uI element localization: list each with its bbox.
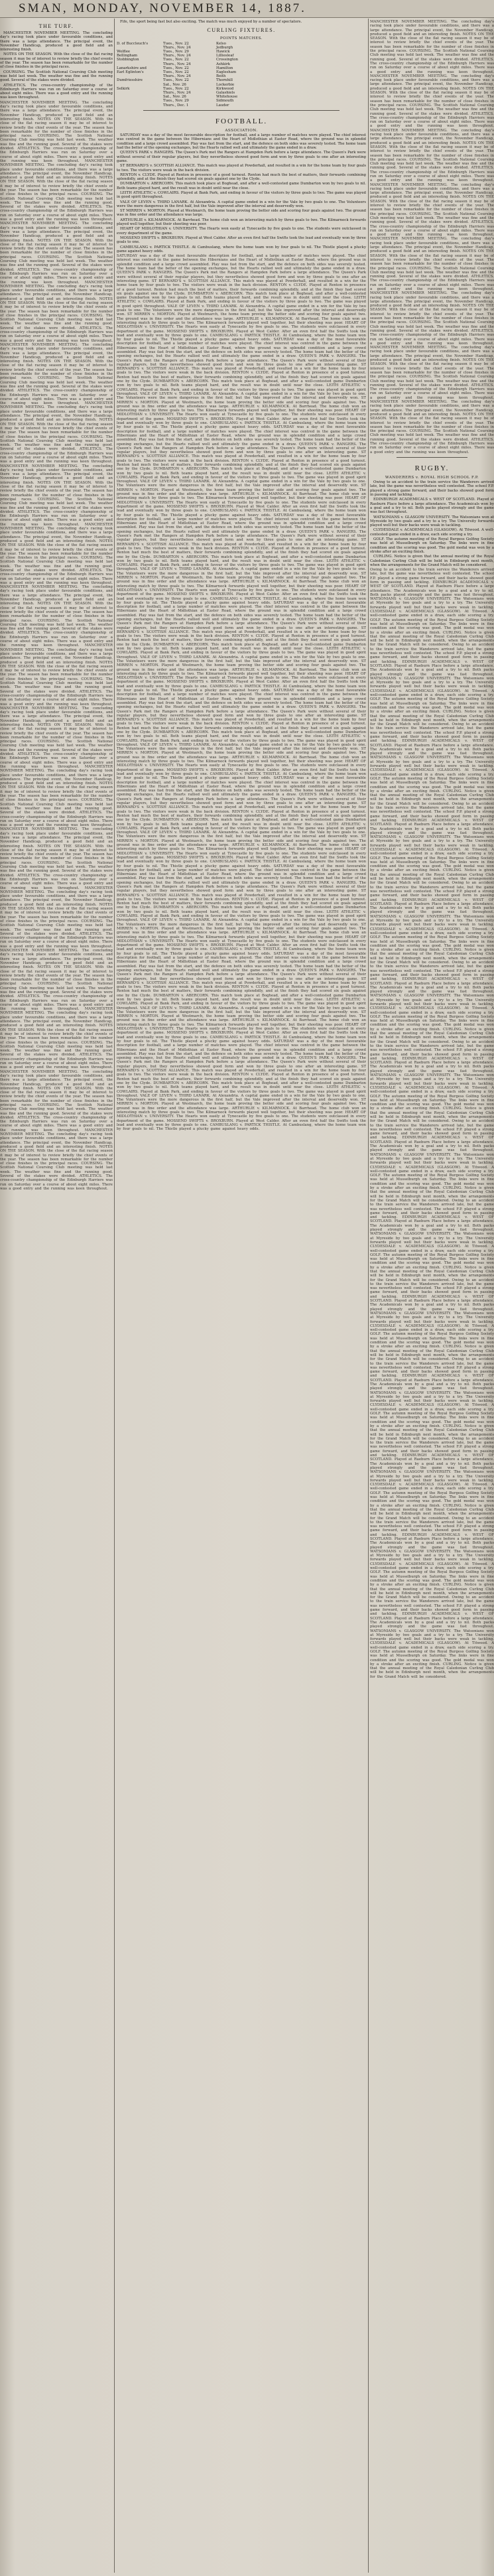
- fixture-venue: Eaglesham: [216, 70, 237, 75]
- fixture-date: Tues., Nov. 22: [163, 78, 189, 83]
- fixture-club: Bellingham: [117, 54, 138, 58]
- article-paragraph: CLYDESDALE v. ACADEMICALS (GLASGOW). At Titwood. A well-contested game ended in a draw, each side scoring a try.: [370, 528, 494, 537]
- fixture-date: Sat., Nov. 26: [163, 95, 186, 100]
- article-paragraph: CAMBUSLANG v. PARTICK THISTLE. At Cambuslang, where the home team won by four goals to nil. The Thistle played a plucky game against heavy odds.: [117, 245, 366, 253]
- fixture-date: Tues., Nov. 22: [163, 66, 189, 70]
- article-paragraph: MOSSEND SWIFTS v. BROXBURN. Played at West Calder. After an even first half the Swifts took the lead and eventually won by three goals to one.: [117, 236, 366, 245]
- article-paragraph: ARTHURLIE v. KILMARNOCK. At Barrhead. The home club won an interesting match by three goals to two. The Kilmarnock forwards played well together, but their shooting was poor.: [117, 218, 366, 227]
- main-filler-text: SATURDAY was a day of the most favourable description for football, and a large number of matches were played. The chief interest was centred in the game between the Hibernians and the Heart of Midlothian at Easter Road, where the ground was in splendid condition and a large crowd assembled. Play was fast from the start, and the defence on both sides was severely tested. The home team had the better of the opening exchanges, but the Hearts rallied well and ultimately the game ended in a draw. QUEEN'S PARK v. RANGERS. The Queen's Park met the Rangers at Hampden Park before a large attendance. The Queen's Park were without several of their regular players, but they nevertheless showed good form and won by three goals to one after an interesting game. ST BERNARD'S v. SCOTTISH ALLIANCE. This match was played at Powderhall, and resulted in a win for the home team by four goals to two. The visitors were weak in the back division. RENTON v. CLYDE. Played at Renton in presence of a good turnout. Renton had much the best of matters, their forwards combining splendidly, and at the finish they had scored six goals against one by the Clyde. DUMBARTON v. ABERCORN. This match took place at Boghead, and after a well-contested game Dumbarton won by two goals to nil. Both teams played hard, and the result was in doubt until near the close. LEITH ATHLETIC v. COWLAIRS. Played at Bank Park, and ending in favour of the visitors by three goals to two. The game was played in good spirit throughout. VALE OF LEVEN v. THIRD LANARK. At Alexandria. A capital game ended in a win for the Vale by two goals to one. The Volunteers were the more dangerous in the first half, but the Vale improved after the interval and deservedly won. ST MIRREN v. MORTON. Played at Westmarch, the home team proving the better side and scoring four goals against two. The ground was in fine order and the attendance was large. ARTHURLIE v. KILMARNOCK. At Barrhead. The home club won an interesting match by three goals to two. The Kilmarnock forwards played well together, but their shooting was poor. HEART OF MIDLOTHIAN v. UNIVERSITY. The Hearts won easily at Tynecastle by five goals to one. The students were outclassed in every department of the game. MOSSEND SWIFTS v. BROXBURN. Played at West Calder. After an even first half the Swifts took the lead and eventually won by three goals to one. CAMBUSLANG v. PARTICK THISTLE. At Cambuslang, where the home team won by four goals to nil. The Thistle played a plucky game against heavy odds. SATURDAY was a day of the most favourable description for football, and a large number of matches were played. The chief interest was centred in the game between the Hibernians and the Heart of Midlothian at Easter Road, where the ground was in splendid condition and a large crowd assembled. Play was fast from the start, and the defence on both sides was severely tested. The home team had the better of the opening exchanges, but the Hearts rallied well and ultimately the game ended in a draw. QUEEN'S PARK v. RANGERS. The Queen's Park met the Rangers at Hampden Park before a large attendance. The Queen's Park were without several of their regular players, but they nevertheless showed good form and won by three goals to one after an interesting game. ST BERNARD'S v. SCOTTISH ALLIANCE. This match was played at Powderhall, and resulted in a win for the home team by four goals to two. The visitors were weak in the back division. RENTON v. CLYDE. Played at Renton in presence of a good turnout. Renton had much the best of matters, their forwards combining splendidly, and at the finish they had scored six goals against one by the Clyde. DUMBARTON v. ABERCORN. This match took place at Boghead, and after a well-contested game Dumbarton won by two goals to nil. Both teams played hard, and the result was in doubt until near the close. LEITH ATHLETIC v. COWLAIRS. Played at Bank Park, and ending in favour of the visitors by three goals to two. The game was played in good spirit throughout. VALE OF LEVEN v. THIRD LANARK. At Alexandria. A capital game ended in a win for the Vale by two goals to one. The Volunteers were the more dangerous in the first half, but the Vale improved after the interval and deservedly won. ST MIRREN v. MORTON. Played at Westmarch, the home team proving the better side and scoring four goals against two. The ground was in fine order and the attendance was large. ARTHURLIE v. KILMARNOCK. At Barrhead. The home club won an interesting match by three goals to two. The Kilmarnock forwards played well together, but their shooting was poor. HEART OF MIDLOTHIAN v. UNIVERSITY. The Hearts won easily at Tynecastle by five goals to one. The students were outclassed in every department of the game. MOSSEND SWIFTS v. BROXBURN. Played at West Calder. After an even first half the Swifts took the lead and eventually won by three goals to one. CAMBUSLANG v. PARTICK THISTLE. At Cambuslang, where the home team won by four goals to nil. The Thistle played a plucky game against heavy odds. SATURDAY was a day of the most favourable description for football, and a large number of matches were played. The chief interest was centred in the game between the Hibernians and the Heart of Midlothian at Easter Road, where the ground was in splendid condition and a large crowd assembled. Play was fast from the start, and the defence on both sides was severely tested. The home team had the better of the opening exchanges, but the Hearts rallied well and ultimately the game ended in a draw. QUEEN'S PARK v. RANGERS. The Queen's Park met the Rangers at Hampden Park before a large attendance. The Queen's Park were without several of their regular players, but they nevertheless showed good form and won by three goals to one after an interesting game. ST BERNARD'S v. SCOTTISH ALLIANCE. This match was played at Powderhall, and resulted in a win for the home team by four goals to two. The visitors were weak in the back division. RENTON v. CLYDE. Played at Renton in presence of a good turnout. Renton had much the best of matters, their forwards combining splendidly, and at the finish they had scored six goals against one by the Clyde. DUMBARTON v. ABERCORN. This match took place at Boghead, and after a well-contested game Dumbarton won by two goals to nil. Both teams played hard, and the result was in doubt until near the close. LEITH ATHLETIC v. COWLAIRS. Played at Bank Park, and ending in favour of the visitors by three goals to two. The game was played in good spirit throughout. VALE OF LEVEN v. THIRD LANARK. At Alexandria. A capital game ended in a win for the Vale by two goals to one. The Volunteers were the more dangerous in the first half, but the Vale improved after the interval and deservedly won. ST MIRREN v. MORTON. Played at Westmarch, the home team proving the better side and scoring four goals against two. The ground was in fine order and the attendance was large. ARTHURLIE v. KILMARNOCK. At Barrhead. The home club won an interesting match by three goals to two. The Kilmarnock forwards played well together, but their shooting was poor. HEART OF MIDLOTHIAN v. UNIVERSITY. The Hearts won easily at Tynecastle by five goals to one. The students were outclassed in every department of the game. MOSSEND SWIFTS v. BROXBURN. Played at West Calder. After an even first half the Swifts took the lead and eventually won by three goals to one. CAMBUSLANG v. PARTICK THISTLE. At Cambuslang, where the home team won by four goals to nil. The Thistle played a plucky game against heavy odds. SATURDAY was a day of the most favourable description for football, and a large number of matches were played. The chief interest was centred in the game between the Hibernians and the Heart of Midlothian at Easter Road, where the ground was in splendid condition and a large crowd assembled. Play was fast from the start, and the defence on both sides was severely tested. The home team had the better of the opening exchanges, but the Hearts rallied well and ultimately the game ended in a draw. QUEEN'S PARK v. RANGERS. The Queen's Park met the Rangers at Hampden Park before a large attendance. The Queen's Park were without several of their regular players, but they nevertheless showed good form and won by three goals to one after an interesting game. ST BERNARD'S v. SCOTTISH ALLIANCE. This match was played at Powderhall, and resulted in a win for the home team by four goals to two. The visitors were weak in the back division. RENTON v. CLYDE. Played at Renton in presence of a good turnout. Renton had much the best of matters, their forwards combining splendidly, and at the finish they had scored six goals against one by the Clyde. DUMBARTON v. ABERCORN. This match took place at Boghead, and after a well-contested game Dumbarton won by two goals to nil. Both teams played hard, and the result was in doubt until near the close. LEITH ATHLETIC v. COWLAIRS. Played at Bank Park, and ending in favour of the visitors by three goals to two. The game was played in good spirit throughout. VALE OF LEVEN v. THIRD LANARK. At Alexandria. A capital game ended in a win for the Vale by two goals to one. The Volunteers were the more dangerous in the first half, but the Vale improved after the interval and deservedly won. ST MIRREN v. MORTON. Played at Westmarch, the home team proving the better side and scoring four goals against two. The ground was in fine order and the attendance was large. ARTHURLIE v. KILMARNOCK. At Barrhead. The home club won an interesting match by three goals to two. The Kilmarnock forwards played well together, but their shooting was poor. HEART OF MIDLOTHIAN v. UNIVERSITY. The Hearts won easily at Tynecastle by five goals to one. The students were outclassed in every department of the game. MOSSEND SWIFTS v. BROXBURN. Played at West Calder. After an even first half the Swifts took the lead and eventually won by three goals to one. CAMBUSLANG v. PARTICK THISTLE. At Cambuslang, where the home team won by four goals to nil. The Thistle played a plucky game against heavy odds. SATURDAY was a day of the most favourable description for football, and a large number of matches were played. The chief interest was centred in the game between the Hibernians and the Heart of Midlothian at Easter Road, where the ground was in splendid condition and a large crowd assembled. Play was fast from the start, and the defence on both sides was severely tested. The home team had the better of the opening exchanges, but the Hearts rallied well and ultimately the game ended in a draw. QUEEN'S PARK v. RANGERS. The Queen's Park met the Rangers at Hampden Park before a large attendance. The Queen's Park were without several of their regular players, but they nevertheless showed good form and won by three goals to one after an interesting game. ST BERNARD'S v. SCOTTISH ALLIANCE. This match was played at Powderhall, and resulted in a win for the home team by four goals to two. The visitors were weak in the back division. RENTON v. CLYDE. Played at Renton in presence of a good turnout. Renton had much the best of matters, their forwards combining splendidly, and at the finish they had scored six goals against one by the Clyde. DUMBARTON v. ABERCORN. This match took place at Boghead, and after a well-contested game Dumbarton won by two goals to nil. Both teams played hard, and the result was in doubt until near the close. LEITH ATHLETIC v. COWLAIRS. Played at Bank Park, and ending in favour of the visitors by three goals to two. The game was played in good spirit throughout. VALE OF LEVEN v. THIRD LANARK. At Alexandria. A capital game ended in a win for the Vale by two goals to one. The Volunteers were the more dangerous in the first half, but the Vale improved after the interval and deservedly won. ST MIRREN v. MORTON. Played at Westmarch, the home team proving the better side and scoring four goals against two. The ground was in fine order and the attendance was large. ARTHURLIE v. KILMARNOCK. At Barrhead. The home club won an interesting match by three goals to two. The Kilmarnock forwards played well together, but their shooting was poor. HEART OF MIDLOTHIAN v. UNIVERSITY. The Hearts won easily at Tynecastle by five goals to one. The students were outclassed in every department of the game. MOSSEND SWIFTS v. BROXBURN. Played at West Calder. After an even first half the Swifts took the lead and eventually won by three goals to one. CAMBUSLANG v. PARTICK THISTLE. At Cambuslang, where the home team won by four goals to nil. The Thistle played a plucky game against heavy odds. SATURDAY was a day of the most favourable description for football, and a large number of matches were played. The chief interest was centred in the game between the Hibernians and the Heart of Midlothian at Easter Road, where the ground was in splendid condition and a large crowd assembled. Play was fast from the start, and the defence on both sides was severely tested. The home team had the better of the opening exchanges, but the Hearts rallied well and ultimately the game ended in a draw. QUEEN'S PARK v. RANGERS. The Queen's Park met the Rangers at Hampden Park before a large attendance. The Queen's Park were without several of their regular players, but they nevertheless showed good form and won by three goals to one after an interesting game. ST BERNARD'S v. SCOTTISH ALLIANCE. This match was played at Powderhall, and resulted in a win for the home team by four goals to two. The visitors were weak in the back division. RENTON v. CLYDE. Played at Renton in presence of a good turnout. Renton had much the best of matters, their forwards combining splendidly, and at the finish they had scored six goals against one by the Clyde. DUMBARTON v. ABERCORN. This match took place at Boghead, and after a well-contested game Dumbarton won by two goals to nil. Both teams played hard, and the result was in doubt until near the close. LEITH ATHLETIC v. COWLAIRS. Played at Bank Park, and ending in favour of the visitors by three goals to two. The game was played in good spirit throughout. VALE OF LEVEN v. THIRD LANARK. At Alexandria. A capital game ended in a win for the Vale by two goals to one. The Volunteers were the more dangerous in the first half, but the Vale improved after the interval and deservedly won. ST MIRREN v. MORTON. Played at Westmarch, the home team proving the better side and scoring four goals against two. The ground was in fine order and the attendance was large. ARTHURLIE v. KILMARNOCK. At Barrhead. The home club won an interesting match by three goals to two. The Kilmarnock forwards played well together, but their shooting was poor. HEART OF MIDLOTHIAN v. UNIVERSITY. The Hearts won easily at Tynecastle by five goals to one. The students were outclassed in every department of the game. MOSSEND SWIFTS v. BROXBURN. Played at West Calder. After an even first half the Swifts took the lead and eventually won by three goals to one. CAMBUSLANG v. PARTICK THISTLE. At Cambuslang, where the home team won by four goals to nil. The Thistle played a plucky game against heavy odds. SATURDAY was a day of the most favourable description for football, and a large number of matches were played. The chief interest was centred in the game between the Hibernians and the Heart of Midlothian at Easter Road, where the ground was in splendid condition and a large crowd assembled. Play was fast from the start, and the defence on both sides was severely tested. The home team had the better of the opening exchanges, but the Hearts rallied well and ultimately the game ended in a draw. QUEEN'S PARK v. RANGERS. The Queen's Park met the Rangers at Hampden Park before a large attendance. The Queen's Park were without several of their regular players, but they nevertheless showed good form and won by three goals to one after an interesting game. ST BERNARD'S v. SCOTTISH ALLIANCE. This match was played at Powderhall, and resulted in a win for the home team by four goals to two. The visitors were weak in the back division. RENTON v. CLYDE. Played at Renton in presence of a good turnout. Renton had much the best of matters, their forwards combining splendidly, and at the finish they had scored six goals against one by the Clyde. DUMBARTON v. ABERCORN. This match took place at Boghead, and after a well-contested game Dumbarton won by two goals to nil. Both teams played hard, and the result was in doubt until near the close. LEITH ATHLETIC v. COWLAIRS. Played at Bank Park, and ending in favour of the visitors by three goals to two. The game was played in good spirit throughout. VALE OF LEVEN v. THIRD LANARK. At Alexandria. A capital game ended in a win for the Vale by two goals to one. The Volunteers were the more dangerous in the first half, but the Vale improved after the interval and deservedly won. ST MIRREN v. MORTON. Played at Westmarch, the home team proving the better side and scoring four goals against two. The ground was in fine order and the attendance was large. ARTHURLIE v. KILMARNOCK. At Barrhead. The home club won an interesting match by three goals to two. The Kilmarnock forwards played well together, but their shooting was poor. HEART OF MIDLOTHIAN v. UNIVERSITY. The Hearts won easily at Tynecastle by five goals to one. The students were outclassed in every department of the game. MOSSEND SWIFTS v. BROXBURN. Played at West Calder. After an even first half the Swifts took the lead and eventually won by three goals to one. CAMBUSLANG v. PARTICK THISTLE. At Cambuslang, where the home team won by four goals to nil. The Thistle played a plucky game against heavy odds. SATURDAY was a day of the most favourable description for football, and a large number of matches were played. The chief interest was centred in the game between the Hibernians and the Heart of Midlothian at Easter Road, where the ground was in splendid condition and a large crowd assembled. Play was fast from the start, and the defence on both sides was severely tested. The home team had the better of the opening exchanges, but the Hearts rallied well and ultimately the game ended in a draw. QUEEN'S PARK v. RANGERS. The Queen's Park met the Rangers at Hampden Park before a large attendance. The Queen's Park were without several of their regular players, but they nevertheless showed good form and won by three goals to one after an interesting game. ST BERNARD'S v. SCOTTISH ALLIANCE. This match was played at Powderhall, and resulted in a win for the home team by four goals to two. The visitors were weak in the back division. RENTON v. CLYDE. Played at Renton in presence of a good turnout. Renton had much the best of matters, their forwards combining splendidly, and at the finish they had scored six goals against one by the Clyde. DUMBARTON v. ABERCORN. This match took place at Boghead, and after a well-contested game Dumbarton won by two goals to nil. Both teams played hard, and the result was in doubt until near the close. LEITH ATHLETIC v. COWLAIRS. Played at Bank Park, and ending in favour of the visitors by three goals to two. The game was played in good spirit throughout. VALE OF LEVEN v. THIRD LANARK. At Alexandria. A capital game ended in a win for the Vale by two goals to one. The Volunteers were the more dangerous in the first half, but the Vale improved after the interval and deservedly won. ST MIRREN v. MORTON. Played at Westmarch, the home team proving the better side and scoring four goals against two. The ground was in fine order and the attendance was large. ARTHURLIE v. KILMARNOCK. At Barrhead. The home club won an interesting match by three goals to two. The Kilmarnock forwards played well together, but their shooting was poor. HEART OF MIDLOTHIAN v. UNIVERSITY. The Hearts won easily at Tynecastle by five goals to one. The students were outclassed in every department of the game. MOSSEND SWIFTS v. BROXBURN. Played at West Calder. After an even first half the Swifts took the lead and eventually won by three goals to one. CAMBUSLANG v. PARTICK THISTLE. At Cambuslang, where the home team won by four goals to nil. The Thistle played a plucky game against heavy odds. SATURDAY was a day of the most favourable description for football, and a large number of matches were played. The chief interest was centred in the game between the Hibernians and the Heart of Midlothian at Easter Road, where the ground was in splendid condition and a large crowd assembled. Play was fast from the start, and the defence on both sides was severely tested. The home team had the better of the opening exchanges, but the Hearts rallied well and ultimately the game ended in a draw. QUEEN'S PARK v. RANGERS. The Queen's Park met the Rangers at Hampden Park before a large attendance. The Queen's Park were without several of their regular players, but they nevertheless showed good form and won by three goals to one after an interesting game. ST BERNARD'S v. SCOTTISH ALLIANCE. This match was played at Powderhall, and resulted in a win for the home team by four goals to two. The visitors were weak in the back division. RENTON v. CLYDE. Played at Renton in presence of a good turnout. Renton had much the best of matters, their forwards combining splendidly, and at the finish they had scored six goals against one by the Clyde. DUMBARTON v. ABERCORN. This match took place at Boghead, and after a well-contested game Dumbarton won by two goals to nil. Both teams played hard, and the result was in doubt until near the close. LEITH ATHLETIC v. COWLAIRS. Played at Bank Park, and ending in favour of the visitors by three goals to two. The game was played in good spirit throughout. VALE OF LEVEN v. THIRD LANARK. At Alexandria. A capital game ended in a win for the Vale by two goals to one. The Volunteers were the more dangerous in the first half, but the Vale improved after the interval and deservedly won. ST MIRREN v. MORTON. Played at Westmarch, the home team proving the better side and scoring four goals against two. The ground was in fine order and the attendance was large. ARTHURLIE v. KILMARNOCK. At Barrhead. The home club won an interesting match by three goals to two. The Kilmarnock forwards played well together, but their shooting was poor. HEART OF MIDLOTHIAN v. UNIVERSITY. The Hearts won easily at Tynecastle by five goals to one. The students were outclassed in every department of the game. MOSSEND SWIFTS v. BROXBURN. Played at West Calder. After an even first half the Swifts took the lead and eventually won by three goals to one. CAMBUSLANG v. PARTICK THISTLE. At Cambuslang, where the home team won by four goals to nil. The Thistle played a plucky game against heavy odds. SATURDAY was a day of the most favourable description for football, and a large number of matches were played. The chief interest was centred in the game between the Hibernians and the Heart of Midlothian at Easter Road, where the ground was in splendid condition and a large crowd assembled. Play was fast from the start, and the defence on both sides was severely tested. The home team had the better of the opening exchanges, but the Hearts rallied well and ultimately the game ended in a draw. QUEEN'S PARK v. RANGERS. The Queen's Park met the Rangers at Hampden Park before a large attendance. The Queen's Park were without several of their regular players, but they nevertheless showed good form and won by three goals to one after an interesting game. ST BERNARD'S v. SCOTTISH ALLIANCE. This match was played at Powderhall, and resulted in a win for the home team by four goals to two. The visitors were weak in the back division. RENTON v. CLYDE. Played at Renton in presence of a good turnout. Renton had much the best of matters, their forwards combining splendidly, and at the finish they had scored six goals against one by the Clyde. DUMBARTON v. ABERCORN. This match took place at Boghead, and after a well-contested game Dumbarton won by two goals to nil. Both teams played hard, and the result was in doubt until near the close. LEITH ATHLETIC v. COWLAIRS. Played at Bank Park, and ending in favour of the visitors by three goals to two. The game was played in good spirit throughout. VALE OF LEVEN v. THIRD LANARK. At Alexandria. A capital game ended in a win for the Vale by two goals to one. The Volunteers were the more dangerous in the first half, but the Vale improved after the interval and deservedly won. ST MIRREN v. MORTON. Played at Westmarch, the home team proving the better side and scoring four goals against two. The ground was in fine order and the attendance was large. ARTHURLIE v. KILMARNOCK. At Barrhead. The home club won an interesting match by three goals to two. The Kilmarnock forwards played well together, but their shooting was poor. HEART OF MIDLOTHIAN v. UNIVERSITY. The Hearts won easily at Tynecastle by five goals to one. The students were outclassed in every department of the game. MOSSEND SWIFTS v. BROXBURN. Played at West Calder. After an even first half the Swifts took the lead and eventually won by three goals to one. CAMBUSLANG v. PARTICK THISTLE. At Cambuslang, where the home team won by four goals to nil. The Thistle played a plucky game against heavy odds.: [117, 254, 366, 1132]
- fixture-club: D. of Buccleuch's: [117, 41, 149, 46]
- points-matches-subheading: POINTS MATCHES.: [219, 36, 263, 41]
- fixture-venue: Ashkirk: [216, 62, 230, 66]
- fixture-venue: Sidmouth: [216, 99, 234, 103]
- fixture-venue: Lockerbie: [216, 82, 235, 87]
- fixture-venue: Lauder: [216, 103, 229, 107]
- fixture-venue: Jedburgh: [216, 45, 233, 50]
- fixture-venue: Lilliesleaf: [216, 54, 234, 58]
- left-column: [0, 20, 113, 2567]
- article-paragraph: GOLF. The autumn meeting of the Royal Burgess Golfing Society was held at Musselburgh on Saturday. The links were in fine condition and the scoring was good. The gold medal was won by a stroke after an exciting finish.: [370, 537, 494, 554]
- masthead: [0, 0, 494, 18]
- main-column: [117, 20, 366, 2567]
- article-paragraph: CURLING. Notice is given that the annual meeting of the Royal Caledonian Curling Club will be held in Edinburgh next month, when the arrangements for the Grand Match will be considered.: [370, 555, 494, 567]
- fixture-venue: Galashiels: [216, 91, 235, 96]
- left-filler-text: MANCHESTER NOVEMBER MEETING. The concluding day's racing took place under favourable conditions, and there was a large attendance. The principal event, the November Handicap, produced a good field and an interesting finish. NOTES ON THE SEASON. With the close of the flat racing season it may be of interest to review briefly the chief events of the year. The season has been remarkable for the number of close finishes in the principal races. COURSING. The Scottish National Coursing Club meeting was held last week. The weather was fine and the running good. Several of the stakes were divided. ATHLETICS. The cross-country championship of the Edinburgh Harriers was run on Saturday over a course of about eight miles. There was a good entry and the running was keen throughout. MANCHESTER NOVEMBER MEETING. The concluding day's racing took place under favourable conditions, and there was a large attendance. The principal event, the November Handicap, produced a good field and an interesting finish. NOTES ON THE SEASON. With the close of the flat racing season it may be of interest to review briefly the chief events of the year. The season has been remarkable for the number of close finishes in the principal races. COURSING. The Scottish National Coursing Club meeting was held last week. The weather was fine and the running good. Several of the stakes were divided. ATHLETICS. The cross-country championship of the Edinburgh Harriers was run on Saturday over a course of about eight miles. There was a good entry and the running was keen throughout. MANCHESTER NOVEMBER MEETING. The concluding day's racing took place under favourable conditions, and there was a large attendance. The principal event, the November Handicap, produced a good field and an interesting finish. NOTES ON THE SEASON. With the close of the flat racing season it may be of interest to review briefly the chief events of the year. The season has been remarkable for the number of close finishes in the principal races. COURSING. The Scottish National Coursing Club meeting was held last week. The weather was fine and the running good. Several of the stakes were divided. ATHLETICS. The cross-country championship of the Edinburgh Harriers was run on Saturday over a course of about eight miles. There was a good entry and the running was keen throughout. MANCHESTER NOVEMBER MEETING. The concluding day's racing took place under favourable conditions, and there was a large attendance. The principal event, the November Handicap, produced a good field and an interesting finish. NOTES ON THE SEASON. With the close of the flat racing season it may be of interest to review briefly the chief events of the year. The season has been remarkable for the number of close finishes in the principal races. COURSING. The Scottish National Coursing Club meeting was held last week. The weather was fine and the running good. Several of the stakes were divided. ATHLETICS. The cross-country championship of the Edinburgh Harriers was run on Saturday over a course of about eight miles. There was a good entry and the running was keen throughout. MANCHESTER NOVEMBER MEETING. The concluding day's racing took place under favourable conditions, and there was a large attendance. The principal event, the November Handicap, produced a good field and an interesting finish. NOTES ON THE SEASON. With the close of the flat racing season it may be of interest to review briefly the chief events of the year. The season has been remarkable for the number of close finishes in the principal races. COURSING. The Scottish National Coursing Club meeting was held last week. The weather was fine and the running good. Several of the stakes were divided. ATHLETICS. The cross-country championship of the Edinburgh Harriers was run on Saturday over a course of about eight miles. There was a good entry and the running was keen throughout. MANCHESTER NOVEMBER MEETING. The concluding day's racing took place under favourable conditions, and there was a large attendance. The principal event, the November Handicap, produced a good field and an interesting finish. NOTES ON THE SEASON. With the close of the flat racing season it may be of interest to review briefly the chief events of the year. The season has been remarkable for the number of close finishes in the principal races. COURSING. The Scottish National Coursing Club meeting was held last week. The weather was fine and the running good. Several of the stakes were divided. ATHLETICS. The cross-country championship of the Edinburgh Harriers was run on Saturday over a course of about eight miles. There was a good entry and the running was keen throughout. MANCHESTER NOVEMBER MEETING. The concluding day's racing took place under favourable conditions, and there was a large attendance. The principal event, the November Handicap, produced a good field and an interesting finish. NOTES ON THE SEASON. With the close of the flat racing season it may be of interest to review briefly the chief events of the year. The season has been remarkable for the number of close finishes in the principal races. COURSING. The Scottish National Coursing Club meeting was held last week. The weather was fine and the running good. Several of the stakes were divided. ATHLETICS. The cross-country championship of the Edinburgh Harriers was run on Saturday over a course of about eight miles. There was a good entry and the running was keen throughout. MANCHESTER NOVEMBER MEETING. The concluding day's racing took place under favourable conditions, and there was a large attendance. The principal event, the November Handicap, produced a good field and an interesting finish. NOTES ON THE SEASON. With the close of the flat racing season it may be of interest to review briefly the chief events of the year. The season has been remarkable for the number of close finishes in the principal races. COURSING. The Scottish National Coursing Club meeting was held last week. The weather was fine and the running good. Several of the stakes were divided. ATHLETICS. The cross-country championship of the Edinburgh Harriers was run on Saturday over a course of about eight miles. There was a good entry and the running was keen throughout. MANCHESTER NOVEMBER MEETING. The concluding day's racing took place under favourable conditions, and there was a large attendance. The principal event, the November Handicap, produced a good field and an interesting finish. NOTES ON THE SEASON. With the close of the flat racing season it may be of interest to review briefly the chief events of the year. The season has been remarkable for the number of close finishes in the principal races. COURSING. The Scottish National Coursing Club meeting was held last week. The weather was fine and the running good. Several of the stakes were divided. ATHLETICS. The cross-country championship of the Edinburgh Harriers was run on Saturday over a course of about eight miles. There was a good entry and the running was keen throughout. MANCHESTER NOVEMBER MEETING. The concluding day's racing took place under favourable conditions, and there was a large attendance. The principal event, the November Handicap, produced a good field and an interesting finish. NOTES ON THE SEASON. With the close of the flat racing season it may be of interest to review briefly the chief events of the year. The season has been remarkable for the number of close finishes in the principal races. COURSING. The Scottish National Coursing Club meeting was held last week. The weather was fine and the running good. Several of the stakes were divided. ATHLETICS. The cross-country championship of the Edinburgh Harriers was run on Saturday over a course of about eight miles. There was a good entry and the running was keen throughout. MANCHESTER NOVEMBER MEETING. The concluding day's racing took place under favourable conditions, and there was a large attendance. The principal event, the November Handicap, produced a good field and an interesting finish. NOTES ON THE SEASON. With the close of the flat racing season it may be of interest to review briefly the chief events of the year. The season has been remarkable for the number of close finishes in the principal races. COURSING. The Scottish National Coursing Club meeting was held last week. The weather was fine and the running good. Several of the stakes were divided. ATHLETICS. The cross-country championship of the Edinburgh Harriers was run on Saturday over a course of about eight miles. There was a good entry and the running was keen throughout. MANCHESTER NOVEMBER MEETING. The concluding day's racing took place under favourable conditions, and there was a large attendance. The principal event, the November Handicap, produced a good field and an interesting finish. NOTES ON THE SEASON. With the close of the flat racing season it may be of interest to review briefly the chief events of the year. The season has been remarkable for the number of close finishes in the principal races. COURSING. The Scottish National Coursing Club meeting was held last week. The weather was fine and the running good. Several of the stakes were divided. ATHLETICS. The cross-country championship of the Edinburgh Harriers was run on Saturday over a course of about eight miles. There was a good entry and the running was keen throughout. MANCHESTER NOVEMBER MEETING. The concluding day's racing took place under favourable conditions, and there was a large attendance. The principal event, the November Handicap, produced a good field and an interesting finish. NOTES ON THE SEASON. With the close of the flat racing season it may be of interest to review briefly the chief events of the year. The season has been remarkable for the number of close finishes in the principal races. COURSING. The Scottish National Coursing Club meeting was held last week. The weather was fine and the running good. Several of the stakes were divided. ATHLETICS. The cross-country championship of the Edinburgh Harriers was run on Saturday over a course of about eight miles. There was a good entry and the running was keen throughout. MANCHESTER NOVEMBER MEETING. The concluding day's racing took place under favourable conditions, and there was a large attendance. The principal event, the November Handicap, produced a good field and an interesting finish. NOTES ON THE SEASON. With the close of the flat racing season it may be of interest to review briefly the chief events of the year. The season has been remarkable for the number of close finishes in the principal races. COURSING. The Scottish National Coursing Club meeting was held last week. The weather was fine and the running good. Several of the stakes were divided. ATHLETICS. The cross-country championship of the Edinburgh Harriers was run on Saturday over a course of about eight miles. There was a good entry and the running was keen throughout. MANCHESTER NOVEMBER MEETING. The concluding day's racing took place under favourable conditions, and there was a large attendance. The principal event, the November Handicap, produced a good field and an interesting finish. NOTES ON THE SEASON. With the close of the flat racing season it may be of interest to review briefly the chief events of the year. The season has been remarkable for the number of close finishes in the principal races. COURSING. The Scottish National Coursing Club meeting was held last week. The weather was fine and the running good. Several of the stakes were divided. ATHLETICS. The cross-country championship of the Edinburgh Harriers was run on Saturday over a course of about eight miles. There was a good entry and the running was keen throughout. MANCHESTER NOVEMBER MEETING. The concluding day's racing took place under favourable conditions, and there was a large attendance. The principal event, the November Handicap, produced a good field and an interesting finish. NOTES ON THE SEASON. With the close of the flat racing season it may be of interest to review briefly the chief events of the year. The season has been remarkable for the number of close finishes in the principal races. COURSING. The Scottish National Coursing Club meeting was held last week. The weather was fine and the running good. Several of the stakes were divided. ATHLETICS. The cross-country championship of the Edinburgh Harriers was run on Saturday over a course of about eight miles. There was a good entry and the running was keen throughout. MANCHESTER NOVEMBER MEETING. The concluding day's racing took place under favourable conditions, and there was a large attendance. The principal event, the November Handicap, produced a good field and an interesting finish. NOTES ON THE SEASON. With the close of the flat racing season it may be of interest to review briefly the chief events of the year. The season has been remarkable for the number of close finishes in the principal races. COURSING. The Scottish National Coursing Club meeting was held last week. The weather was fine and the running good. Several of the stakes were divided. ATHLETICS. The cross-country championship of the Edinburgh Harriers was run on Saturday over a course of about eight miles. There was a good entry and the running was keen throughout. MANCHESTER NOVEMBER MEETING. The concluding day's racing took place under favourable conditions, and there was a large attendance. The principal event, the November Handicap, produced a good field and an interesting finish. NOTES ON THE SEASON. With the close of the flat racing season it may be of interest to review briefly the chief events of the year. The season has been remarkable for the number of close finishes in the principal races. COURSING. The Scottish National Coursing Club meeting was held last week. The weather was fine and the running good. Several of the stakes were divided. ATHLETICS. The cross-country championship of the Edinburgh Harriers was run on Saturday over a course of about eight miles. There was a good entry and the running was keen throughout.: [0, 100, 113, 1191]
- fixtures-table: [117, 42, 366, 107]
- left-paragraphs: [0, 31, 113, 100]
- fixture-date: Thurs., Nov. 24: [163, 91, 191, 96]
- article-paragraph: Owing to an accident to the train service the Wanderers arrived late, but the game was nevertheless well contested. The school F.P. played a strong game forward, and their backs showed good form in passing and tackling.: [370, 480, 494, 498]
- fixture-date: Tues., Nov. 29: [163, 99, 189, 103]
- fixture-club: Lanarkshire and: [117, 66, 147, 70]
- fixture-date: Tues., Nov. 22: [163, 41, 189, 46]
- article-paragraph: LEITH ATHLETIC v. COWLAIRS. Played at Bank Park, and ending in favour of the visitors by three goals to two. The game was played in good spirit throughout.: [117, 191, 366, 200]
- article-paragraph: SATURDAY was a day of the most favourable description for football, and a large number of matches were played. The chief interest was centred in the game between the Hibernians and the Heart of Midlothian at Easter Road, where the ground was in splendid condition and a large crowd assembled. Play was fast from the start, and the defence on both sides was severely tested. The home team had the better of the opening exchanges, but the Hearts rallied well and ultimately the game ended in a draw.: [117, 133, 366, 151]
- fixture-date: Tues., Nov. 29: [163, 50, 189, 54]
- divider: [143, 110, 340, 111]
- fixture-date: Thurs., Nov. 24: [163, 74, 191, 79]
- right-column: [370, 20, 494, 2567]
- association-heading: ASSOCIATION.: [225, 128, 258, 133]
- fixture-date: Thurs., Nov. 24: [163, 45, 191, 50]
- masthead-title: SMAN, MONDAY, NOVEMBER 14, 1887.: [19, 1, 306, 15]
- column-rule-left: [114, 19, 115, 2573]
- fixture-club: [117, 103, 163, 107]
- article-paragraph: NOTES ON THE SEASON. With the close of the flat racing season it may be of interest to review briefly the chief events of the year. The season has been remarkable for the number of close finishes in the principal races.: [0, 52, 113, 70]
- article-paragraph: EDINBURGH ACADEMICALS v. WEST OF SCOTLAND. Played at Raeburn Place before a large attendance. The Academicals won by a goal and a try to nil. Both packs played strongly and the game was fast throughout.: [370, 498, 494, 515]
- article-paragraph: ST BERNARD'S v. SCOTTISH ALLIANCE. This match was played at Powderhall, and resulted in a win for the home team by four goals to two. The visitors were weak in the back division.: [117, 164, 366, 172]
- fixture-date: Thurs., Nov. 24: [163, 54, 191, 58]
- fixture-club: Wolflee: [117, 50, 131, 54]
- fixture-date: Tues., Nov. 22: [163, 70, 189, 75]
- right-filler-text: Owing to an accident to the train service the Wanderers arrived late, but the game was nevertheless well contested. The school F.P. played a strong game forward, and their backs showed good form in passing and tackling. EDINBURGH ACADEMICALS v. WEST OF SCOTLAND. Played at Raeburn Place before a large attendance. The Academicals won by a goal and a try to nil. Both packs played strongly and the game was fast throughout. WATSONIANS v. GLASGOW UNIVERSITY. The Watsonians won at Myreside by two goals and a try to a try. The University forwards played well but their backs were weak in tackling. CLYDESDALE v. ACADEMICALS (GLASGOW). At Titwood. A well-contested game ended in a draw, each side scoring a try. GOLF. The autumn meeting of the Royal Burgess Golfing Society was held at Musselburgh on Saturday. The links were in fine condition and the scoring was good. The gold medal was won by a stroke after an exciting finish. CURLING. Notice is given that the annual meeting of the Royal Caledonian Curling Club will be held in Edinburgh next month, when the arrangements for the Grand Match will be considered. Owing to an accident to the train service the Wanderers arrived late, but the game was nevertheless well contested. The school F.P. played a strong game forward, and their backs showed good form in passing and tackling. EDINBURGH ACADEMICALS v. WEST OF SCOTLAND. Played at Raeburn Place before a large attendance. The Academicals won by a goal and a try to nil. Both packs played strongly and the game was fast throughout. WATSONIANS v. GLASGOW UNIVERSITY. The Watsonians won at Myreside by two goals and a try to a try. The University forwards played well but their backs were weak in tackling. CLYDESDALE v. ACADEMICALS (GLASGOW). At Titwood. A well-contested game ended in a draw, each side scoring a try. GOLF. The autumn meeting of the Royal Burgess Golfing Society was held at Musselburgh on Saturday. The links were in fine condition and the scoring was good. The gold medal was won by a stroke after an exciting finish. CURLING. Notice is given that the annual meeting of the Royal Caledonian Curling Club will be held in Edinburgh next month, when the arrangements for the Grand Match will be considered. Owing to an accident to the train service the Wanderers arrived late, but the game was nevertheless well contested. The school F.P. played a strong game forward, and their backs showed good form in passing and tackling. EDINBURGH ACADEMICALS v. WEST OF SCOTLAND. Played at Raeburn Place before a large attendance. The Academicals won by a goal and a try to nil. Both packs played strongly and the game was fast throughout. WATSONIANS v. GLASGOW UNIVERSITY. The Watsonians won at Myreside by two goals and a try to a try. The University forwards played well but their backs were weak in tackling. CLYDESDALE v. ACADEMICALS (GLASGOW). At Titwood. A well-contested game ended in a draw, each side scoring a try. GOLF. The autumn meeting of the Royal Burgess Golfing Society was held at Musselburgh on Saturday. The links were in fine condition and the scoring was good. The gold medal was won by a stroke after an exciting finish. CURLING. Notice is given that the annual meeting of the Royal Caledonian Curling Club will be held in Edinburgh next month, when the arrangements for the Grand Match will be considered. Owing to an accident to the train service the Wanderers arrived late, but the game was nevertheless well contested. The school F.P. played a strong game forward, and their backs showed good form in passing and tackling. EDINBURGH ACADEMICALS v. WEST OF SCOTLAND. Played at Raeburn Place before a large attendance. The Academicals won by a goal and a try to nil. Both packs played strongly and the game was fast throughout. WATSONIANS v. GLASGOW UNIVERSITY. The Watsonians won at Myreside by two goals and a try to a try. The University forwards played well but their backs were weak in tackling. CLYDESDALE v. ACADEMICALS (GLASGOW). At Titwood. A well-contested game ended in a draw, each side scoring a try. GOLF. The autumn meeting of the Royal Burgess Golfing Society was held at Musselburgh on Saturday. The links were in fine condition and the scoring was good. The gold medal was won by a stroke after an exciting finish. CURLING. Notice is given that the annual meeting of the Royal Caledonian Curling Club will be held in Edinburgh next month, when the arrangements for the Grand Match will be considered. Owing to an accident to the train service the Wanderers arrived late, but the game was nevertheless well contested. The school F.P. played a strong game forward, and their backs showed good form in passing and tackling. EDINBURGH ACADEMICALS v. WEST OF SCOTLAND. Played at Raeburn Place before a large attendance. The Academicals won by a goal and a try to nil. Both packs played strongly and the game was fast throughout. WATSONIANS v. GLASGOW UNIVERSITY. The Watsonians won at Myreside by two goals and a try to a try. The University forwards played well but their backs were weak in tackling. CLYDESDALE v. ACADEMICALS (GLASGOW). At Titwood. A well-contested game ended in a draw, each side scoring a try. GOLF. The autumn meeting of the Royal Burgess Golfing Society was held at Musselburgh on Saturday. The links were in fine condition and the scoring was good. The gold medal was won by a stroke after an exciting finish. CURLING. Notice is given that the annual meeting of the Royal Caledonian Curling Club will be held in Edinburgh next month, when the arrangements for the Grand Match will be considered. Owing to an accident to the train service the Wanderers arrived late, but the game was nevertheless well contested. The school F.P. played a strong game forward, and their backs showed good form in passing and tackling. EDINBURGH ACADEMICALS v. WEST OF SCOTLAND. Played at Raeburn Place before a large attendance. The Academicals won by a goal and a try to nil. Both packs played strongly and the game was fast throughout. WATSONIANS v. GLASGOW UNIVERSITY. The Watsonians won at Myreside by two goals and a try to a try. The University forwards played well but their backs were weak in tackling. CLYDESDALE v. ACADEMICALS (GLASGOW). At Titwood. A well-contested game ended in a draw, each side scoring a try. GOLF. The autumn meeting of the Royal Burgess Golfing Society was held at Musselburgh on Saturday. The links were in fine condition and the scoring was good. The gold medal was won by a stroke after an exciting finish. CURLING. Notice is given that the annual meeting of the Royal Caledonian Curling Club will be held in Edinburgh next month, when the arrangements for the Grand Match will be considered. Owing to an accident to the train service the Wanderers arrived late, but the game was nevertheless well contested. The school F.P. played a strong game forward, and their backs showed good form in passing and tackling. EDINBURGH ACADEMICALS v. WEST OF SCOTLAND. Played at Raeburn Place before a large attendance. The Academicals won by a goal and a try to nil. Both packs played strongly and the game was fast throughout. WATSONIANS v. GLASGOW UNIVERSITY. The Watsonians won at Myreside by two goals and a try to a try. The University forwards played well but their backs were weak in tackling. CLYDESDALE v. ACADEMICALS (GLASGOW). At Titwood. A well-contested game ended in a draw, each side scoring a try. GOLF. The autumn meeting of the Royal Burgess Golfing Society was held at Musselburgh on Saturday. The links were in fine condition and the scoring was good. The gold medal was won by a stroke after an exciting finish. CURLING. Notice is given that the annual meeting of the Royal Caledonian Curling Club will be held in Edinburgh next month, when the arrangements for the Grand Match will be considered. Owing to an accident to the train service the Wanderers arrived late, but the game was nevertheless well contested. The school F.P. played a strong game forward, and their backs showed good form in passing and tackling. EDINBURGH ACADEMICALS v. WEST OF SCOTLAND. Played at Raeburn Place before a large attendance. The Academicals won by a goal and a try to nil. Both packs played strongly and the game was fast throughout. WATSONIANS v. GLASGOW UNIVERSITY. The Watsonians won at Myreside by two goals and a try to a try. The University forwards played well but their backs were weak in tackling. CLYDESDALE v. ACADEMICALS (GLASGOW). At Titwood. A well-contested game ended in a draw, each side scoring a try. GOLF. The autumn meeting of the Royal Burgess Golfing Society was held at Musselburgh on Saturday. The links were in fine condition and the scoring was good. The gold medal was won by a stroke after an exciting finish. CURLING. Notice is given that the annual meeting of the Royal Caledonian Curling Club will be held in Edinburgh next month, when the arrangements for the Grand Match will be considered. Owing to an accident to the train service the Wanderers arrived late, but the game was nevertheless well contested. The school F.P. played a strong game forward, and their backs showed good form in passing and tackling. EDINBURGH ACADEMICALS v. WEST OF SCOTLAND. Played at Raeburn Place before a large attendance. The Academicals won by a goal and a try to nil. Both packs played strongly and the game was fast throughout. WATSONIANS v. GLASGOW UNIVERSITY. The Watsonians won at Myreside by two goals and a try to a try. The University forwards played well but their backs were weak in tackling. CLYDESDALE v. ACADEMICALS (GLASGOW). At Titwood. A well-contested game ended in a draw, each side scoring a try. GOLF. The autumn meeting of the Royal Burgess Golfing Society was held at Musselburgh on Saturday. The links were in fine condition and the scoring was good. The gold medal was won by a stroke after an exciting finish. CURLING. Notice is given that the annual meeting of the Royal Caledonian Curling Club will be held in Edinburgh next month, when the arrangements for the Grand Match will be considered. Owing to an accident to the train service the Wanderers arrived late, but the game was nevertheless well contested. The school F.P. played a strong game forward, and their backs showed good form in passing and tackling. EDINBURGH ACADEMICALS v. WEST OF SCOTLAND. Played at Raeburn Place before a large attendance. The Academicals won by a goal and a try to nil. Both packs played strongly and the game was fast throughout. WATSONIANS v. GLASGOW UNIVERSITY. The Watsonians won at Myreside by two goals and a try to a try. The University forwards played well but their backs were weak in tackling. CLYDESDALE v. ACADEMICALS (GLASGOW). At Titwood. A well-contested game ended in a draw, each side scoring a try. GOLF. The autumn meeting of the Royal Burgess Golfing Society was held at Musselburgh on Saturday. The links were in fine condition and the scoring was good. The gold medal was won by a stroke after an exciting finish. CURLING. Notice is given that the annual meeting of the Royal Caledonian Curling Club will be held in Edinburgh next month, when the arrangements for the Grand Match will be considered. Owing to an accident to the train service the Wanderers arrived late, but the game was nevertheless well contested. The school F.P. played a strong game forward, and their backs showed good form in passing and tackling. EDINBURGH ACADEMICALS v. WEST OF SCOTLAND. Played at Raeburn Place before a large attendance. The Academicals won by a goal and a try to nil. Both packs played strongly and the game was fast throughout. WATSONIANS v. GLASGOW UNIVERSITY. The Watsonians won at Myreside by two goals and a try to a try. The University forwards played well but their backs were weak in tackling. CLYDESDALE v. ACADEMICALS (GLASGOW). At Titwood. A well-contested game ended in a draw, each side scoring a try. GOLF. The autumn meeting of the Royal Burgess Golfing Society was held at Musselburgh on Saturday. The links were in fine condition and the scoring was good. The gold medal was won by a stroke after an exciting finish. CURLING. Notice is given that the annual meeting of the Royal Caledonian Curling Club will be held in Edinburgh next month, when the arrangements for the Grand Match will be considered. Owing to an accident to the train service the Wanderers arrived late, but the game was nevertheless well contested. The school F.P. played a strong game forward, and their backs showed good form in passing and tackling. EDINBURGH ACADEMICALS v. WEST OF SCOTLAND. Played at Raeburn Place before a large attendance. The Academicals won by a goal and a try to nil. Both packs played strongly and the game was fast throughout. WATSONIANS v. GLASGOW UNIVERSITY. The Watsonians won at Myreside by two goals and a try to a try. The University forwards played well but their backs were weak in tackling. CLYDESDALE v. ACADEMICALS (GLASGOW). At Titwood. A well-contested game ended in a draw, each side scoring a try. GOLF. The autumn meeting of the Royal Burgess Golfing Society was held at Musselburgh on Saturday. The links were in fine condition and the scoring was good. The gold medal was won by a stroke after an exciting finish. CURLING. Notice is given that the annual meeting of the Royal Caledonian Curling Club will be held in Edinburgh next month, when the arrangements for the Grand Match will be considered. Owing to an accident to the train service the Wanderers arrived late, but the game was nevertheless well contested. The school F.P. played a strong game forward, and their backs showed good form in passing and tackling. EDINBURGH ACADEMICALS v. WEST OF SCOTLAND. Played at Raeburn Place before a large attendance. The Academicals won by a goal and a try to nil. Both packs played strongly and the game was fast throughout. WATSONIANS v. GLASGOW UNIVERSITY. The Watsonians won at Myreside by two goals and a try to a try. The University forwards played well but their backs were weak in tackling. CLYDESDALE v. ACADEMICALS (GLASGOW). At Titwood. A well-contested game ended in a draw, each side scoring a try. GOLF. The autumn meeting of the Royal Burgess Golfing Society was held at Musselburgh on Saturday. The links were in fine condition and the scoring was good. The gold medal was won by a stroke after an exciting finish. CURLING. Notice is given that the annual meeting of the Royal Caledonian Curling Club will be held in Edinburgh next month, when the arrangements for the Grand Match will be considered. Owing to an accident to the train service the Wanderers arrived late, but the game was nevertheless well contested. The school F.P. played a strong game forward, and their backs showed good form in passing and tackling. EDINBURGH ACADEMICALS v. WEST OF SCOTLAND. Played at Raeburn Place before a large attendance. The Academicals won by a goal and a try to nil. Both packs played strongly and the game was fast throughout. WATSONIANS v. GLASGOW UNIVERSITY. The Watsonians won at Myreside by two goals and a try to a try. The University forwards played well but their backs were weak in tackling. CLYDESDALE v. ACADEMICALS (GLASGOW). At Titwood. A well-contested game ended in a draw, each side scoring a try. GOLF. The autumn meeting of the Royal Burgess Golfing Society was held at Musselburgh on Saturday. The links were in fine condition and the scoring was good. The gold medal was won by a stroke after an exciting finish. CURLING. Notice is given that the annual meeting of the Royal Caledonian Curling Club will be held in Edinburgh next month, when the arrangements for the Grand Match will be considered.: [370, 568, 494, 1679]
- fixture-date: Tues., Nov. 22: [163, 58, 189, 62]
- fixture-venue: Whitehouse: [216, 95, 238, 100]
- fixture-date: Thurs., Nov. 24: [163, 62, 191, 66]
- main-intro: Fife, the sport being fast but also exciting. The match was much enjoyed by a number of spectators.: [120, 20, 302, 24]
- fixture-venue: Beith: [216, 74, 226, 79]
- fixture-club: Stobbington: [117, 58, 139, 62]
- divider: [397, 457, 467, 458]
- column-rule-right: [368, 19, 369, 2573]
- article-paragraph: QUEEN'S PARK v. RANGERS. The Queen's Park met the Rangers at Hampden Park before a large attendance. The Queen's Park were without several of their regular players, but they nevertheless showed good form and won by three goals to one after an interesting game.: [117, 151, 366, 163]
- article-paragraph: ST MIRREN v. MORTON. Played at Westmarch, the home team proving the better side and scoring four goals against two. The ground was in fine order and the attendance was large.: [117, 209, 366, 218]
- fixture-club: Dumfriesshire: [117, 78, 143, 83]
- article-paragraph: ATHLETICS. The cross-country championship of the Edinburgh Harriers was run on Saturday over a course of about eight miles. There was a good entry and the running was keen throughout.: [0, 83, 113, 100]
- fixture-date: Thurs., Dec. 1: [163, 103, 189, 107]
- fixture-venue: Kelso: [216, 41, 226, 46]
- article-paragraph: MANCHESTER NOVEMBER MEETING. The concluding day's racing took place under favourable conditions, and there was a large attendance. The principal event, the November Handicap, produced a good field and an interesting finish.: [0, 31, 113, 52]
- rugby-subheading: WANDERERS v. ROYAL HIGH SCHOOL F.P.: [385, 475, 479, 480]
- fixture-club: Selkirk: [117, 86, 130, 91]
- curling-fixtures-heading: CURLING FIXTURES.: [207, 27, 276, 34]
- fixture-venue: Kirkwood: [216, 86, 234, 91]
- fixture-venue: Crossington: [216, 58, 239, 62]
- left-heading: THE TURF.: [38, 23, 74, 29]
- fixture-venue: Thornhill: [216, 78, 233, 83]
- article-paragraph: HEART OF MIDLOTHIAN v. UNIVERSITY. The Hearts won easily at Tynecastle by five goals to one. The students were outclassed in every department of the game.: [117, 227, 366, 236]
- fixture-row: [117, 103, 366, 107]
- fixture-venue: Hamilton: [216, 66, 233, 70]
- fixture-club: Earl Eglinton's: [117, 70, 144, 75]
- article-paragraph: COURSING. The Scottish National Coursing Club meeting was held last week. The weather was fine and the running good. Several of the stakes were divided.: [0, 70, 113, 83]
- right-filler-top: MANCHESTER NOVEMBER MEETING. The concluding day's racing took place under favourable conditions, and there was a large attendance. The principal event, the November Handicap, produced a good field and an interesting finish. NOTES ON THE SEASON. With the close of the flat racing season it may be of interest to review briefly the chief events of the year. The season has been remarkable for the number of close finishes in the principal races. COURSING. The Scottish National Coursing Club meeting was held last week. The weather was fine and the running good. Several of the stakes were divided. ATHLETICS. The cross-country championship of the Edinburgh Harriers was run on Saturday over a course of about eight miles. There was a good entry and the running was keen throughout. MANCHESTER NOVEMBER MEETING. The concluding day's racing took place under favourable conditions, and there was a large attendance. The principal event, the November Handicap, produced a good field and an interesting finish. NOTES ON THE SEASON. With the close of the flat racing season it may be of interest to review briefly the chief events of the year. The season has been remarkable for the number of close finishes in the principal races. COURSING. The Scottish National Coursing Club meeting was held last week. The weather was fine and the running good. Several of the stakes were divided. ATHLETICS. The cross-country championship of the Edinburgh Harriers was run on Saturday over a course of about eight miles. There was a good entry and the running was keen throughout. MANCHESTER NOVEMBER MEETING. The concluding day's racing took place under favourable conditions, and there was a large attendance. The principal event, the November Handicap, produced a good field and an interesting finish. NOTES ON THE SEASON. With the close of the flat racing season it may be of interest to review briefly the chief events of the year. The season has been remarkable for the number of close finishes in the principal races. COURSING. The Scottish National Coursing Club meeting was held last week. The weather was fine and the running good. Several of the stakes were divided. ATHLETICS. The cross-country championship of the Edinburgh Harriers was run on Saturday over a course of about eight miles. There was a good entry and the running was keen throughout. MANCHESTER NOVEMBER MEETING. The concluding day's racing took place under favourable conditions, and there was a large attendance. The principal event, the November Handicap, produced a good field and an interesting finish. NOTES ON THE SEASON. With the close of the flat racing season it may be of interest to review briefly the chief events of the year. The season has been remarkable for the number of close finishes in the principal races. COURSING. The Scottish National Coursing Club meeting was held last week. The weather was fine and the running good. Several of the stakes were divided. ATHLETICS. The cross-country championship of the Edinburgh Harriers was run on Saturday over a course of about eight miles. There was a good entry and the running was keen throughout. MANCHESTER NOVEMBER MEETING. The concluding day's racing took place under favourable conditions, and there was a large attendance. The principal event, the November Handicap, produced a good field and an interesting finish. NOTES ON THE SEASON. With the close of the flat racing season it may be of interest to review briefly the chief events of the year. The season has been remarkable for the number of close finishes in the principal races. COURSING. The Scottish National Coursing Club meeting was held last week. The weather was fine and the running good. Several of the stakes were divided. ATHLETICS. The cross-country championship of the Edinburgh Harriers was run on Saturday over a course of about eight miles. There was a good entry and the running was keen throughout. MANCHESTER NOVEMBER MEETING. The concluding day's racing took place under favourable conditions, and there was a large attendance. The principal event, the November Handicap, produced a good field and an interesting finish. NOTES ON THE SEASON. With the close of the flat racing season it may be of interest to review briefly the chief events of the year. The season has been remarkable for the number of close finishes in the principal races. COURSING. The Scottish National Coursing Club meeting was held last week. The weather was fine and the running good. Several of the stakes were divided. ATHLETICS. The cross-country championship of the Edinburgh Harriers was run on Saturday over a course of about eight miles. There was a good entry and the running was keen throughout. MANCHESTER NOVEMBER MEETING. The concluding day's racing took place under favourable conditions, and there was a large attendance. The principal event, the November Handicap, produced a good field and an interesting finish. NOTES ON THE SEASON. With the close of the flat racing season it may be of interest to review briefly the chief events of the year. The season has been remarkable for the number of close finishes in the principal races. COURSING. The Scottish National Coursing Club meeting was held last week. The weather was fine and the running good. Several of the stakes were divided. ATHLETICS. The cross-country championship of the Edinburgh Harriers was run on Saturday over a course of about eight miles. There was a good entry and the running was keen throughout. MANCHESTER NOVEMBER MEETING. The concluding day's racing took place under favourable conditions, and there was a large attendance. The principal event, the November Handicap, produced a good field and an interesting finish. NOTES ON THE SEASON. With the close of the flat racing season it may be of interest to review briefly the chief events of the year. The season has been remarkable for the number of close finishes in the principal races. COURSING. The Scottish National Coursing Club meeting was held last week. The weather was fine and the running good. Several of the stakes were divided. ATHLETICS. The cross-country championship of the Edinburgh Harriers was run on Saturday over a course of about eight miles. There was a good entry and the running was keen throughout.: [370, 20, 494, 454]
- fixture-date: Sat., Nov. 26: [163, 82, 186, 87]
- football-heading: FOOTBALL.: [215, 117, 268, 125]
- article-paragraph: RENTON v. CLYDE. Played at Renton in presence of a good turnout. Renton had much the best of matters, their forwards combining splendidly, and at the finish they had scored six goals against one by the Clyde.: [117, 172, 366, 182]
- article-paragraph: VALE OF LEVEN v. THIRD LANARK. At Alexandria. A capital game ended in a win for the Vale by two goals to one. The Volunteers were the more dangerous in the first half, but the Vale improved after the interval and deservedly won.: [117, 200, 366, 208]
- fixture-venue: Hawick: [216, 50, 230, 54]
- article-paragraph: DUMBARTON v. ABERCORN. This match took place at Boghead, and after a well-contested game Dumbarton won by two goals to nil. Both teams played hard, and the result was in doubt until near the close.: [117, 182, 366, 190]
- fixture-date: Tues., Nov. 22: [163, 86, 189, 91]
- main-paragraphs: [117, 133, 366, 253]
- article-paragraph: WATSONIANS v. GLASGOW UNIVERSITY. The Watsonians won at Myreside by two goals and a try to a try. The University forwards played well but their backs were weak in tackling.: [370, 515, 494, 528]
- right-paragraphs: [370, 480, 494, 567]
- rugby-heading: RUGBY.: [414, 464, 450, 472]
